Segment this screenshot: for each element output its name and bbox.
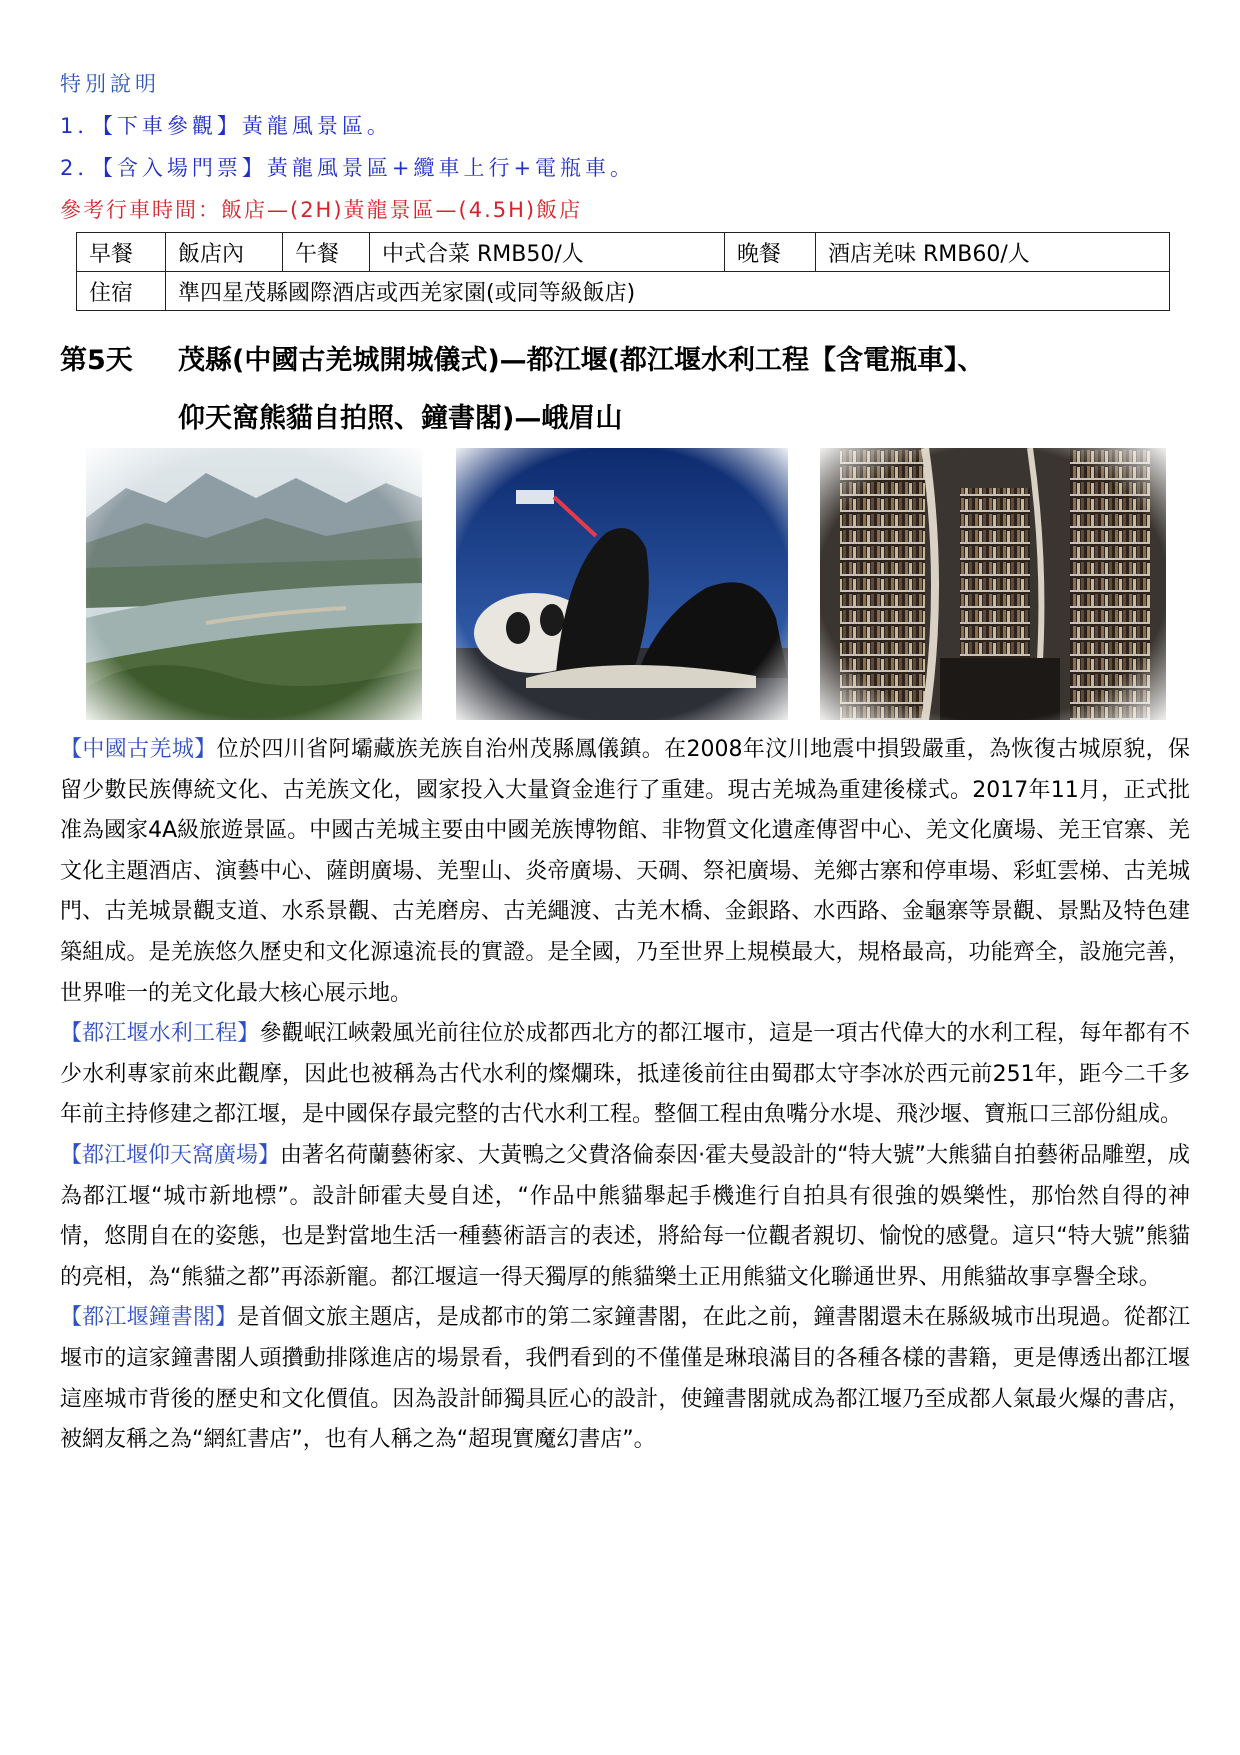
lunch-label: 午餐 <box>283 233 370 272</box>
section-text: 參觀岷江峽穀風光前往位於成都西北方的都江堰市，這是一項古代偉大的水利工程，每年都有不少水利專家前來此觀摩，因此也被稱為古代水利的燦爛珠，抵達後前往由蜀郡太守李冰於西元前251年，距今二千多年前主持修建之都江堰，是中國保存最完整的古代水利工程。整個工程由魚嘴分水堤、飛沙堰、寶瓶口三部份組成。 <box>60 1021 1190 1128</box>
section-ancient-qiang-city <box>60 730 1190 1014</box>
note-item-2: 2．【含入場門票】黃龍風景區+纜車上行+電瓶車。 <box>60 156 636 180</box>
section-text: 由著名荷蘭藝術家、大黃鴨之父費洛倫泰因·霍夫曼設計的“特大號”大熊貓自拍藝術品雕塑，成為都江堰“城市新地標”。設計師霍夫曼自述，“作品中熊貓舉起手機進行自拍具有很強的娛樂性，那怡然自得的神情，悠閒自在的姿態，也是對當地生活一種藝術語言的表述，將給每一位觀者親切、愉悅的感覺。這只“特大號”熊貓的亮相，為“熊貓之都”再添新寵。都江堰這一得天獨厚的熊貓樂土正用熊貓文化聯通世界、用熊貓故事享譽全球。 <box>60 1142 1190 1290</box>
day-number: 第5天 <box>60 345 133 376</box>
drive-time-note: 參考行車時間：飯店—(2H)黃龍景區—(4.5H)飯店 <box>60 198 583 222</box>
breakfast-label: 早餐 <box>77 233 166 272</box>
section-yangtianwo-square <box>60 1136 1190 1298</box>
meals-row <box>77 233 1170 272</box>
bookstore-interior-photo <box>820 448 1166 720</box>
section-zhongshuge-bookstore <box>60 1298 1190 1460</box>
section-tag: 【中國古羌城】 <box>60 737 217 762</box>
section-tag: 【都江堰水利工程】 <box>60 1021 260 1047</box>
section-irrigation-project <box>60 1014 1190 1136</box>
day-title-line-1: 茂縣(中國古羌城開城儀式)—都江堰(都江堰水利工程【含電瓶車】、 <box>178 345 985 376</box>
panda-sculpture-photo <box>456 448 788 720</box>
special-notes <box>60 64 1180 232</box>
day-description <box>60 730 1190 1461</box>
lunch-value: 中式合菜 RMB50/人 <box>370 233 725 272</box>
note-item-1: 1．【下車參觀】黃龍風景區。 <box>60 114 392 138</box>
hotel-row <box>77 272 1170 311</box>
meals-table <box>76 232 1170 311</box>
notes-heading: 特別說明 <box>60 72 160 96</box>
section-tag: 【都江堰鐘書閣】 <box>60 1305 238 1331</box>
dinner-value: 酒店羌味 RMB60/人 <box>816 233 1170 272</box>
day-title-line-2: 仰天窩熊貓自拍照、鐘書閣)—峨眉山 <box>178 403 623 434</box>
hotel-value: 準四星茂縣國際酒店或西羌家園(或同等級飯店) <box>166 272 1170 311</box>
section-text: 是首個文旅主題店，是成都市的第二家鐘書閣，在此之前，鐘書閣還未在縣級城市出現過。從都江堰市的這家鐘書閣人頭攢動排隊進店的場景看，我們看到的不僅僅是琳琅滿目的各種各樣的書籍，更是傳透出都江堰這座城市背後的歷史和文化價值。因為設計師獨具匠心的設計，使鐘書閣就成為都江堰乃至成都人氣最火爆的書店，被網友稱之為“網紅書店”，也有人稱之為“超現實魔幻書店”。 <box>60 1305 1190 1453</box>
hotel-label: 住宿 <box>77 272 166 311</box>
section-tag: 【都江堰仰天窩廣場】 <box>60 1142 281 1168</box>
section-text: 位於四川省阿壩藏族羌族自治州茂縣鳳儀鎮。在2008年汶川地震中損毀嚴重，為恢復古城原貌，保留少數民族傳統文化、古羌族文化，國家投入大量資金進行了重建。現古羌城為重建後樣式。2017年11月，正式批准為國家4A級旅遊景區。中國古羌城主要由中國羌族博物館、非物質文化遺產傳習中心、羌文化廣場、羌王官寨、羌文化主題酒店、演藝中心、薩朗廣場、羌聖山、炎帝廣場、天碉、祭祀廣場、羌鄉古寨和停車場、彩虹雲梯、古羌城門、古羌城景觀支道、水系景觀、古羌磨房、古羌繩渡、古羌木橋、金銀路、水西路、金龜寨等景觀、景點及特色建築組成。是羌族悠久歷史和文化源遠流長的實證。是全國，乃至世界上規模最大，規格最高，功能齊全，設施完善，世界唯一的羌文化最大核心展示地。 <box>60 737 1190 1006</box>
dinner-label: 晚餐 <box>725 233 816 272</box>
dujiangyan-river-photo <box>86 448 422 720</box>
breakfast-value: 飯店內 <box>166 233 283 272</box>
